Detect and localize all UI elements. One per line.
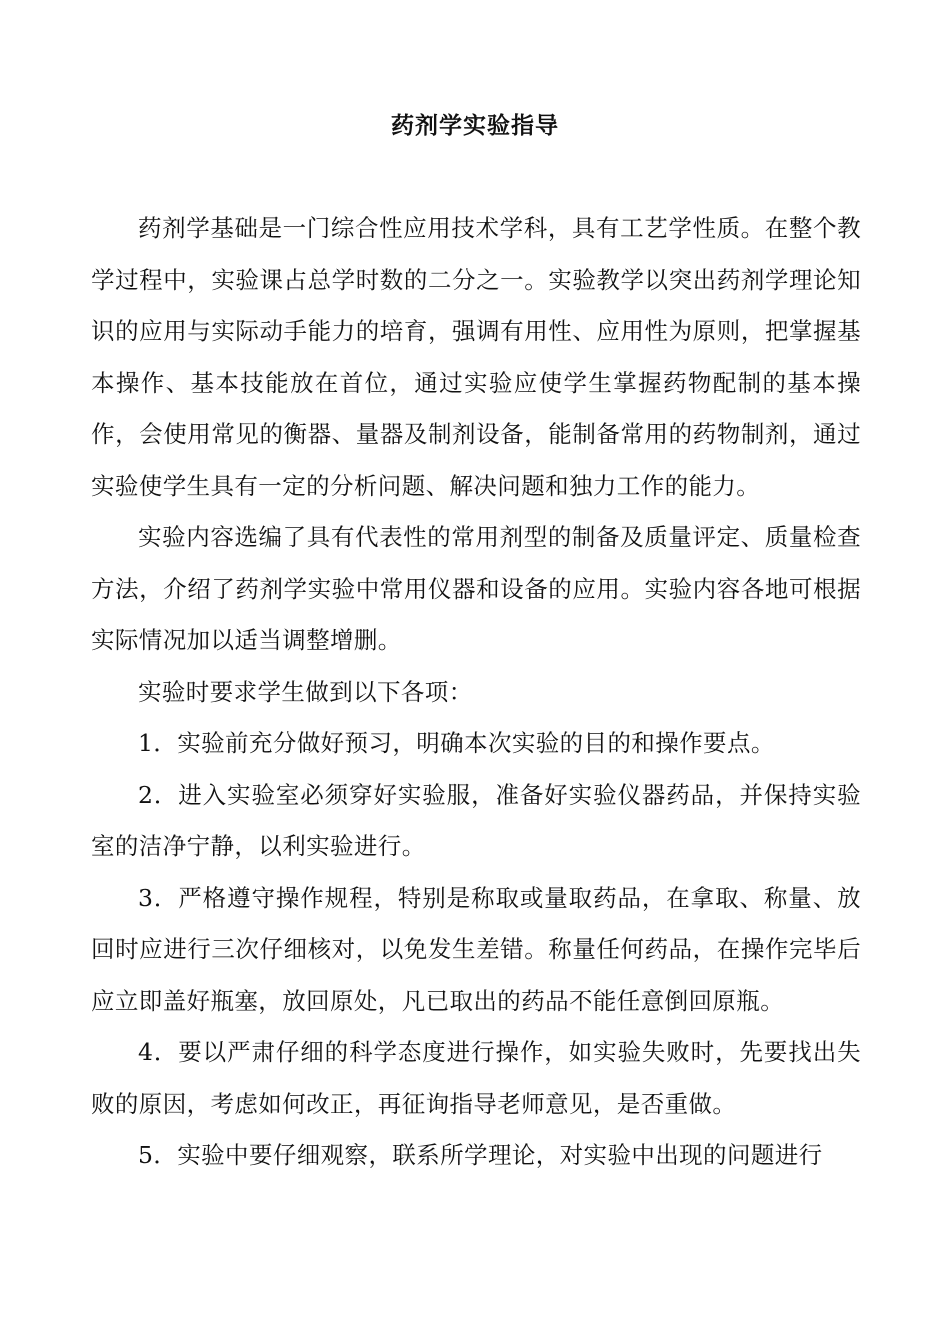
requirement-item-3: 3．严格遵守操作规程，特别是称取或量取药品，在拿取、称量、放回时应进行三次仔细核对，以免发生差错。称量任何药品，在操作完毕后应立即盖好瓶塞，放回原处，凡已取出的药品不能任意倒回原瓶。 [91, 883, 861, 1015]
document-title: 药剂学实验指导 [391, 113, 559, 139]
paragraph-content: 实验内容选编了具有代表性的常用剂型的制备及质量评定、质量检查方法，介绍了药剂学实验中常用仪器和设备的应用。实验内容各地可根据实际情况加以适当调整增删。 [91, 523, 861, 654]
paragraph-intro: 药剂学基础是一门综合性应用技术学科，具有工艺学性质。在整个教学过程中，实验课占总学时数的二分之一。实验教学以突出药剂学理论知识的应用与实际动手能力的培育，强调有用性、应用性为原则，把掌握基本操作、基本技能放在首位，通过实验应使学生掌握药物配制的基本操作，会使用常见的衡器、量器及制剂设备，能制备常用的药物制剂，通过实验使学生具有一定的分析问题、解决问题和独力工作的能力。 [91, 214, 861, 500]
requirement-item-1: 1．实验前充分做好预习，明确本次实验的目的和操作要点。 [138, 729, 775, 757]
paragraph-requirements-lead: 实验时要求学生做到以下各项： [138, 677, 473, 706]
document-body [91, 203, 861, 1182]
requirement-item-2: 2．进入实验室必须穿好实验服，准备好实验仪器药品，并保持实验室的洁净宁静，以利实验进行。 [91, 780, 861, 860]
requirement-item-5: 5．实验中要仔细观察，联系所学理论，对实验中出现的问题进行 [138, 1141, 823, 1169]
requirement-item-4: 4．要以严肃仔细的科学态度进行操作，如实验失败时，先要找出失败的原因，考虑如何改正，再征询指导老师意见，是否重做。 [91, 1038, 861, 1118]
